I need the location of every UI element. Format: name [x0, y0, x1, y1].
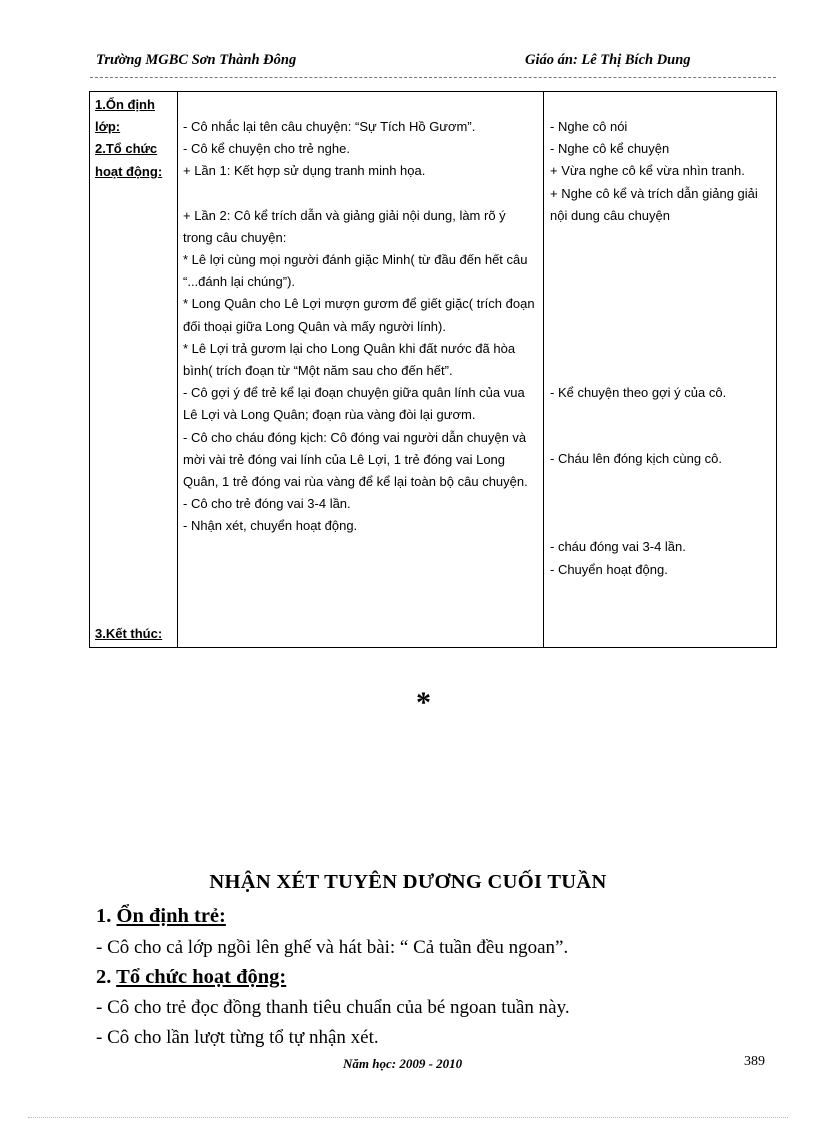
review-title: NHẬN XÉT TUYÊN DƯƠNG CUỐI TUẦN — [209, 871, 607, 893]
teacher-line: - Cô cho cháu đóng kịch: Cô đóng vai người dẫn chuyện và mời vài trẻ đóng vai lính của Lê Lợi, 1 trẻ đóng vai Long Quân, 1 trẻ đóng vai rùa vàng để kể lại toàn bộ câu chuyện. — [183, 429, 528, 490]
steps-column — [90, 92, 178, 648]
spacer — [550, 404, 771, 448]
child-line: + Nghe cô kể và trích dẫn giảng giải nội dung câu chuyện — [550, 185, 758, 223]
review-heading-2 — [96, 966, 286, 989]
section-stabilize: 1.Ổn định lớp: — [95, 97, 155, 135]
header-author: Giáo án: Lê Thị Bích Dung — [525, 52, 691, 68]
lesson-plan-table — [89, 91, 777, 648]
spacer — [550, 94, 771, 116]
spacer — [183, 94, 538, 116]
heading-text: Tổ chức hoạt động: — [116, 966, 287, 988]
section-activities: 2.Tổ chức hoạt động: — [95, 141, 163, 179]
review-line: - Cô cho lần lượt từng tổ tự nhận xét. — [96, 1027, 379, 1048]
teacher-line: - Cô kể chuyện cho trẻ nghe. — [183, 141, 350, 157]
header-school: Trường MGBC Sơn Thành Đông — [96, 52, 297, 68]
teacher-line: * Long Quân cho Lê Lợi mượn gươm để giết giặc( trích đoạn đối thoại giữa Long Quân và mấy người lính). — [183, 296, 535, 334]
teacher-line: - Nhận xét, chuyển hoạt động. — [183, 518, 358, 534]
child-line: - Nghe cô kể chuyện — [550, 141, 670, 157]
review-heading-1 — [96, 905, 226, 928]
heading-number: 1. — [96, 905, 112, 927]
child-line: - Nghe cô nói — [550, 119, 628, 134]
spacer — [550, 581, 771, 587]
heading-number: 2. — [96, 966, 112, 988]
review-line: - Cô cho cả lớp ngồi lên ghế và hát bài: “ Cả tuần đều ngoan”. — [96, 937, 569, 958]
child-line: - cháu đóng vai 3-4 lần. — [550, 539, 686, 555]
child-line: - Chuyển hoạt động. — [550, 561, 668, 577]
child-line: - Cháu lên đóng kịch cùng cô. — [550, 451, 722, 467]
teacher-activities-column — [178, 92, 544, 648]
page-number: 389 — [744, 1054, 765, 1069]
spacer — [550, 470, 771, 536]
teacher-line: * Lê lợi cùng mọi người đánh giặc Minh( từ đầu đến hết câu “...đánh lại chúng”). — [183, 252, 528, 290]
teacher-line: - Cô cho trẻ đóng vai 3-4 lần. — [183, 496, 351, 512]
section-ending: 3.Kết thúc: — [95, 625, 163, 641]
review-line: - Cô cho trẻ đọc đồng thanh tiêu chuẩn của bé ngoan tuần này. — [96, 997, 570, 1018]
spacer — [550, 227, 771, 382]
teacher-line: * Lê Lợi trả gươm lại cho Long Quân khi đất nước đã hòa bình( trích đoạn từ “Một năm sau cho đến hết”. — [183, 340, 516, 379]
children-activities-column — [544, 92, 777, 648]
page-edge — [28, 1117, 788, 1118]
child-line: + Vừa nghe cô kể vừa nhìn tranh. — [550, 163, 745, 179]
table-row — [90, 92, 777, 648]
footer-year: Năm học: 2009 - 2010 — [343, 1056, 463, 1071]
spacer — [95, 183, 175, 623]
heading-text: Ổn định trẻ: — [116, 905, 226, 927]
spacer — [183, 183, 538, 205]
teacher-line: - Cô nhắc lại tên câu chuyện: “Sự Tích Hồ Gươm”. — [183, 119, 476, 134]
child-line: - Kể chuyện theo gợi ý của cô. — [550, 385, 727, 401]
header-divider — [90, 77, 776, 78]
teacher-line: + Lần 2: Cô kể trích dẫn và giảng giải nội dung, làm rõ ý trong câu chuyện: — [183, 207, 506, 245]
teacher-line: - Cô gợi ý để trẻ kể lại đoạn chuyện giữa quân lính của vua Lê Lợi và Long Quân; đoạn rùa vàng đòi lại gươm. — [183, 385, 525, 423]
section-separator: * — [416, 686, 431, 719]
teacher-line: + Lần 1: Kết hợp sử dụng tranh minh họa. — [183, 163, 426, 179]
